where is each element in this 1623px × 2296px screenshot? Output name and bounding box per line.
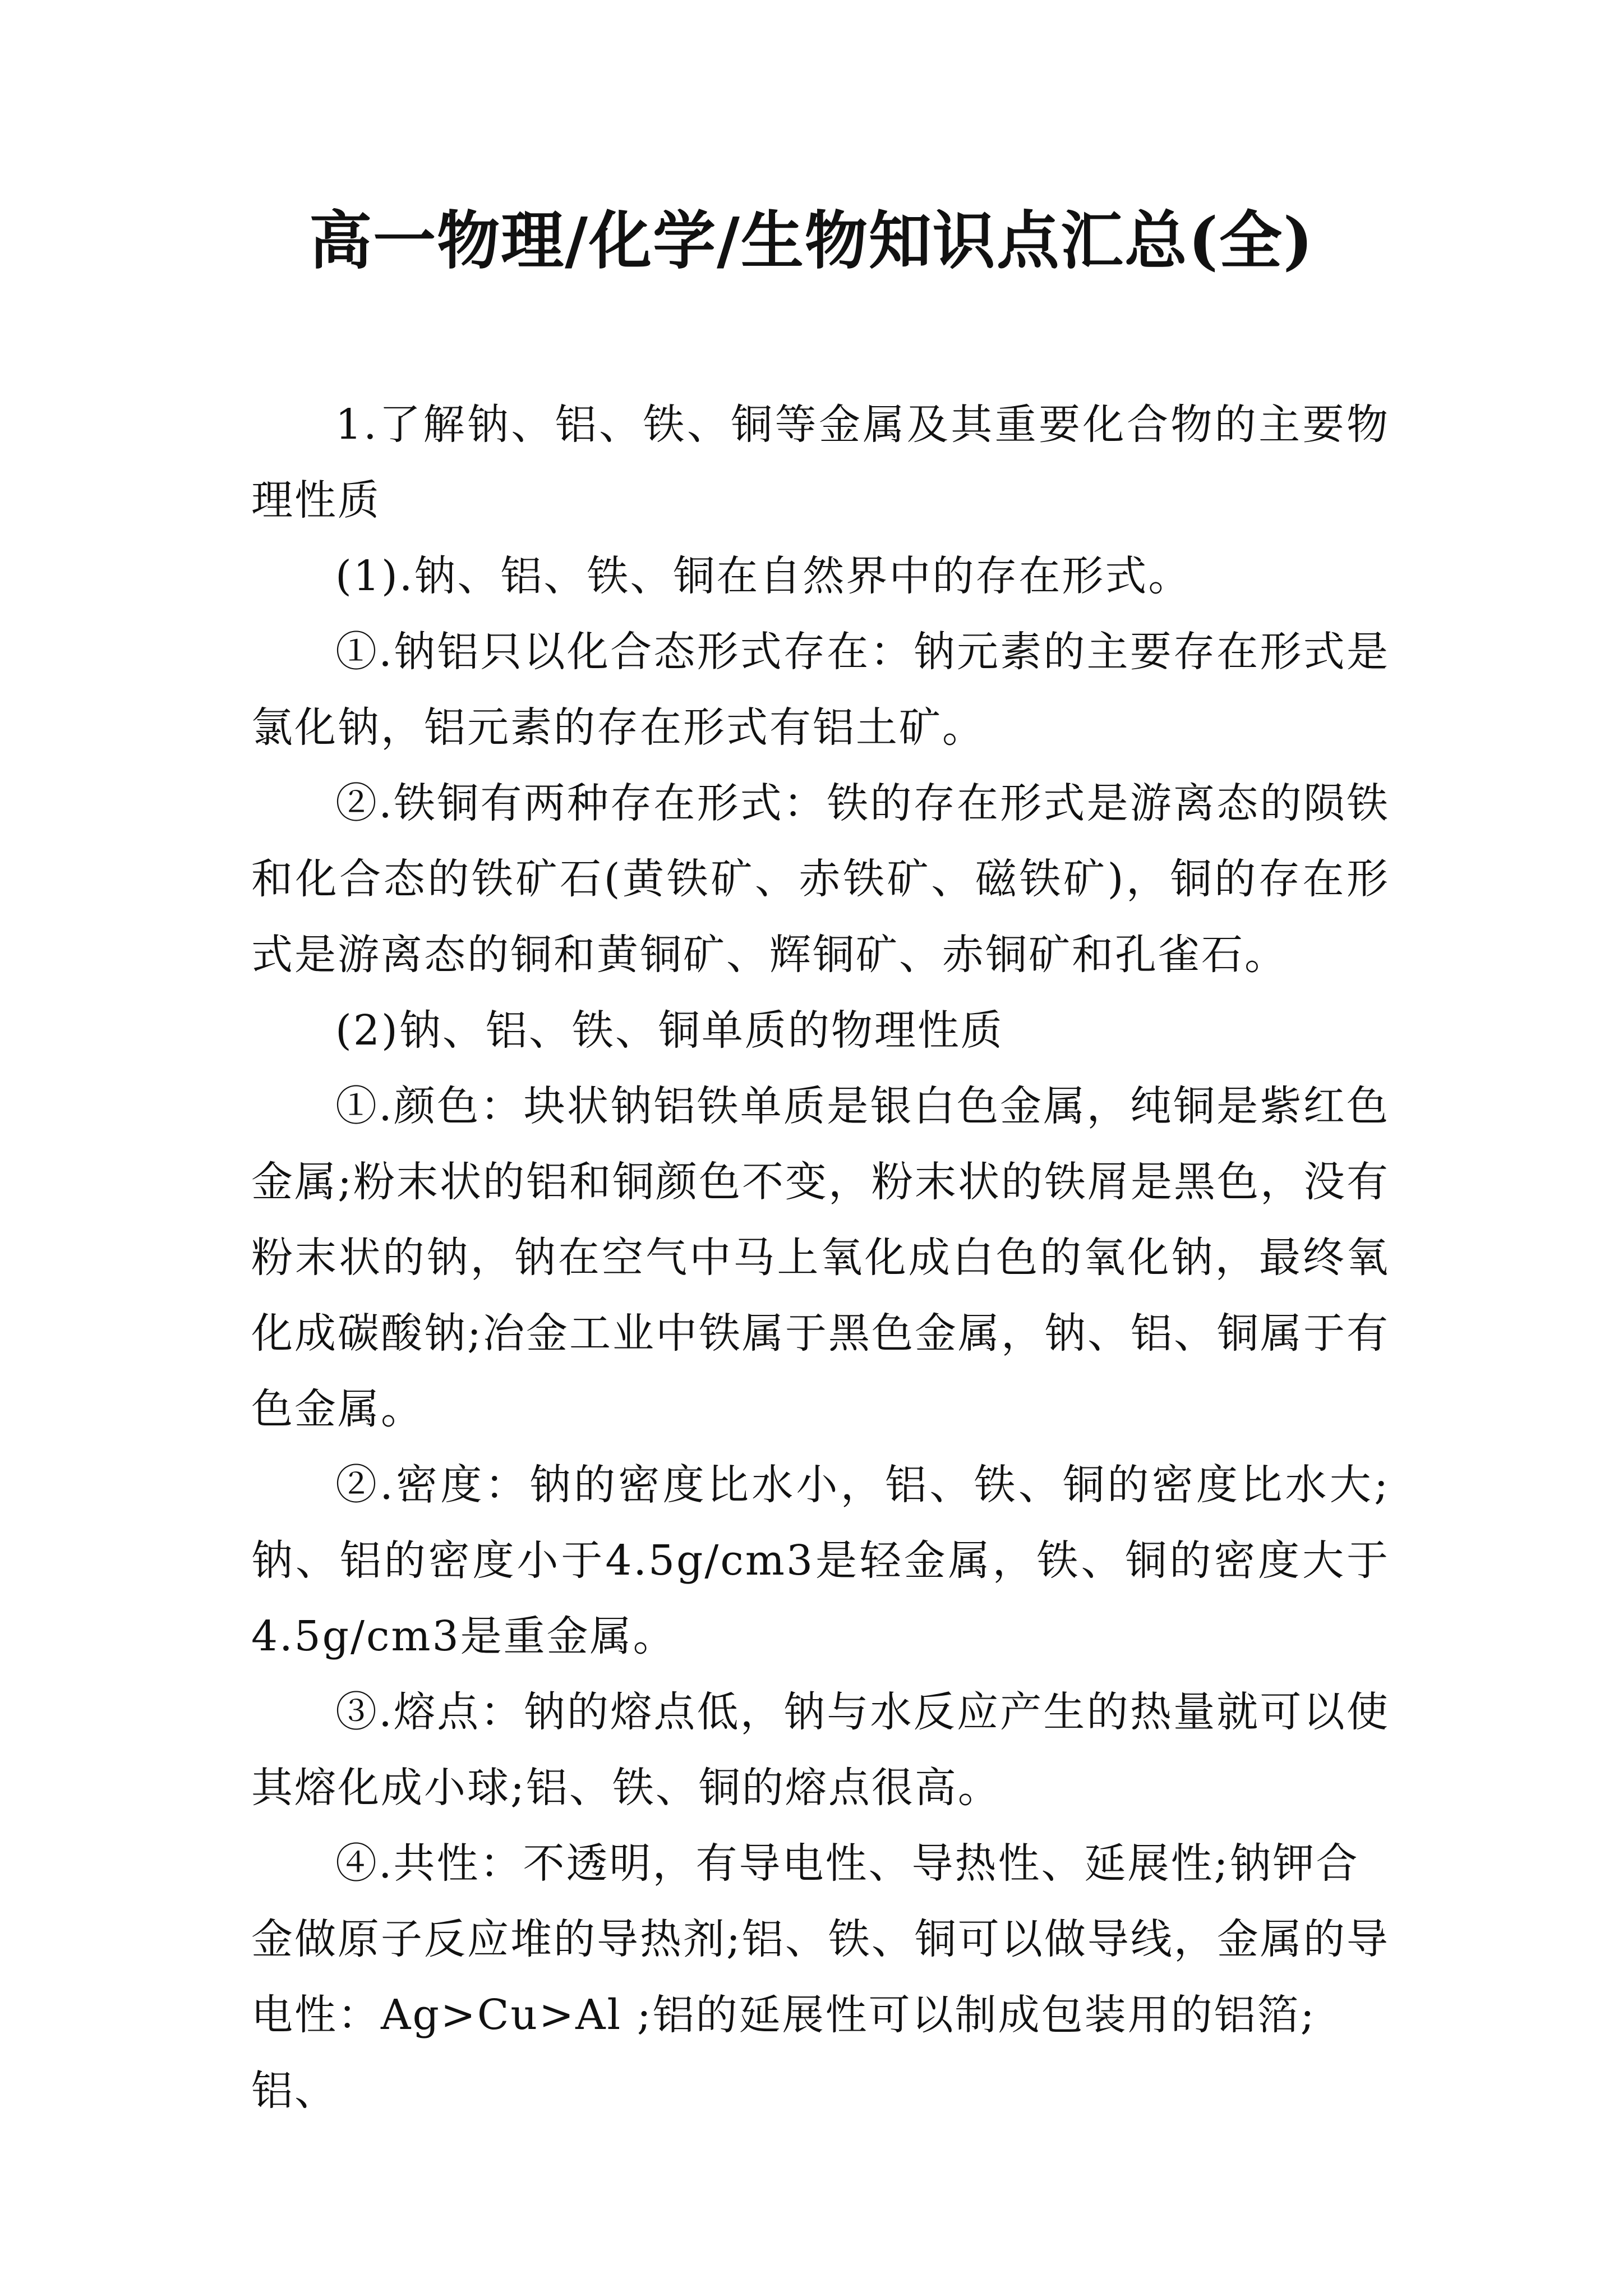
paragraph: ②.铁铜有两种存在形式：铁的存在形式是游离态的陨铁和化合态的铁矿石(黄铁矿、赤铁矿、磁铁矿)，铜的存在形式是游离态的铜和黄铜矿、辉铜矿、赤铜矿和孔雀石。 bbox=[251, 779, 1390, 979]
paragraph: 1.了解钠、铝、铁、铜等金属及其重要化合物的主要物理性质 bbox=[251, 401, 1390, 524]
document-title: 高一物理/化学/生物知识点汇总(全) bbox=[309, 204, 1314, 278]
document-body bbox=[251, 387, 1390, 2129]
paragraph: ②.密度：钠的密度比水小，铝、铁、铜的密度比水大;钠、铝的密度小于4.5g/cm3是轻金属，铁、铜的密度大于4.5g/cm3是重金属。 bbox=[251, 1461, 1390, 1660]
paragraph: ①.颜色：块状钠铝铁单质是银白色金属，纯铜是紫红色金属;粉末状的铝和铜颜色不变，粉末状的铁屑是黑色，没有粉末状的钠，钠在空气中马上氧化成白色的氧化钠，最终氧化成碳酸钠;冶金工业中铁属于黑色金属，钠、铝、铜属于有色金属。 bbox=[251, 1082, 1390, 1433]
paragraph: (1).钠、铝、铁、铜在自然界中的存在形式。 bbox=[335, 552, 1192, 600]
paragraph: ③.熔点：钠的熔点低，钠与水反应产生的热量就可以使其熔化成小球;铝、铁、铜的熔点很高。 bbox=[251, 1688, 1390, 1812]
paragraph: (2)钠、铝、铁、铜单质的物理性质 bbox=[335, 1006, 1004, 1055]
paragraph: ①.钠铝只以化合态形式存在：钠元素的主要存在形式是氯化钠，铝元素的存在形式有铝土矿。 bbox=[251, 628, 1390, 752]
paragraph: ④.共性：不透明，有导电性、导热性、延展性;钠钾合金做原子反应堆的导热剂;铝、铁、铜可以做导线，金属的导电性：Ag>Cu>Al ;铝的延展性可以制成包装用的铝箔;铝、 bbox=[251, 1839, 1390, 2115]
